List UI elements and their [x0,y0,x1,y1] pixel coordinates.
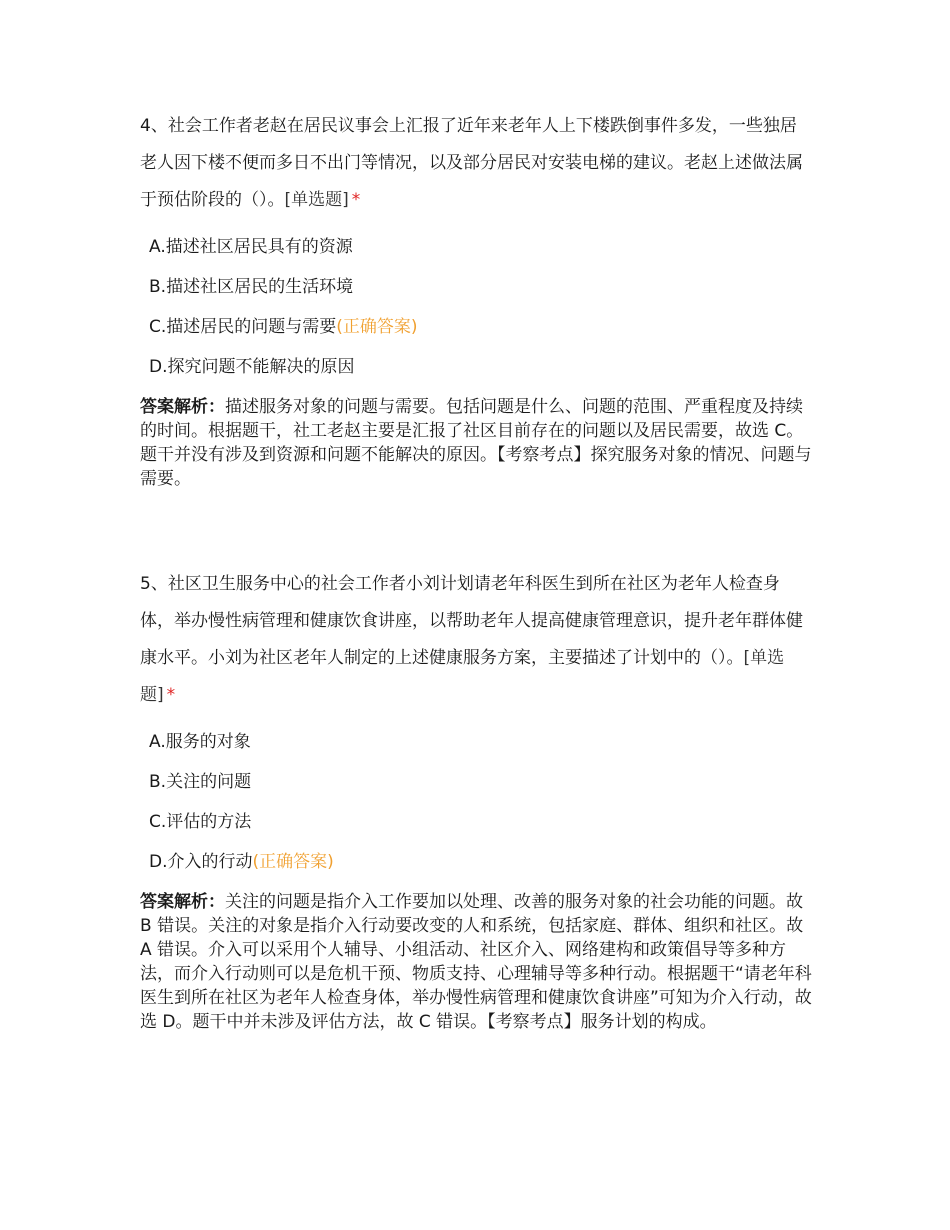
question-text: 4、社会工作者老赵在居民议事会上汇报了近年来老年人上下楼跌倒事件多发，一些独居老人因下楼不便而多日不出门等情况，以及部分居民对安装电梯的建议。老赵上述做法属于预估阶段的（）。 [140,116,803,210]
option-label: A.服务的对象 [149,732,251,752]
option-label: D.介入的行动 [149,852,253,872]
question-stem [140,566,812,714]
question-type-label: [单选题] [140,648,785,705]
correct-answer-marker: (正确答案) [252,852,334,872]
option-label: B.关注的问题 [149,772,252,792]
required-mark: * [351,190,361,210]
option-label: B.描述社区居民的生活环境 [149,277,354,297]
question-type-label: [单选题] [284,190,349,210]
option-label: C.描述居民的问题与需要 [149,317,337,337]
option-label: D.探究问题不能解决的原因 [149,357,355,377]
option-a[interactable] [149,227,812,267]
option-c[interactable] [149,802,812,842]
analysis-text: 关注的问题是指介入工作要加以处理、改善的服务对象的社会功能的问题。故 B 错误。关注的对象是指介入行动要改变的人和系统，包括家庭、群体、组织和社区。故 A 错误。介入可以采用个人辅导、小组活动、社区介入、网络建构和政策倡导等多种方法，而介入行动则可以是危机干预、物质支持、心理辅导等多种行动。根据题干“请老年科医生到所在社区为老年人检查身体，举办慢性病管理和健康饮食讲座”可知为介入行动，故选 D。题干中并未涉及评估方法，故 C 错误。【考察考点】服务计划的构成。 [140,892,812,1032]
answer-analysis [140,395,812,491]
analysis-label: 答案解析： [140,892,225,912]
option-d[interactable] [149,842,812,882]
required-mark: * [166,685,176,705]
option-c[interactable] [149,307,812,347]
option-b[interactable] [149,267,812,307]
option-b[interactable] [149,762,812,802]
option-label: A.描述社区居民具有的资源 [149,237,353,257]
question-4 [140,108,812,491]
option-list [140,227,812,387]
question-5 [140,566,812,1034]
question-text: 5、社区卫生服务中心的社会工作者小刘计划请老年科医生到所在社区为老年人检查身体，举办慢性病管理和健康饮食讲座，以帮助老年人提高健康管理意识，提升老年群体健康水平。小刘为社区老年人制定的上述健康服务方案，主要描述了计划中的（）。 [140,574,803,668]
option-label: C.评估的方法 [149,812,252,832]
question-stem [140,108,812,219]
option-d[interactable] [149,347,812,387]
correct-answer-marker: (正确答案) [336,317,418,337]
analysis-text: 描述服务对象的问题与需要。包括问题是什么、问题的范围、严重程度及持续的时间。根据题干，社工老赵主要是汇报了社区目前存在的问题以及居民需要，故选 C。题干并没有涉及到资源和问题不能解决的原因。【考察考点】探究服务对象的情况、问题与需要。 [140,397,812,489]
option-list [140,722,812,882]
analysis-label: 答案解析： [140,397,225,417]
answer-analysis [140,890,812,1034]
option-a[interactable] [149,722,812,762]
